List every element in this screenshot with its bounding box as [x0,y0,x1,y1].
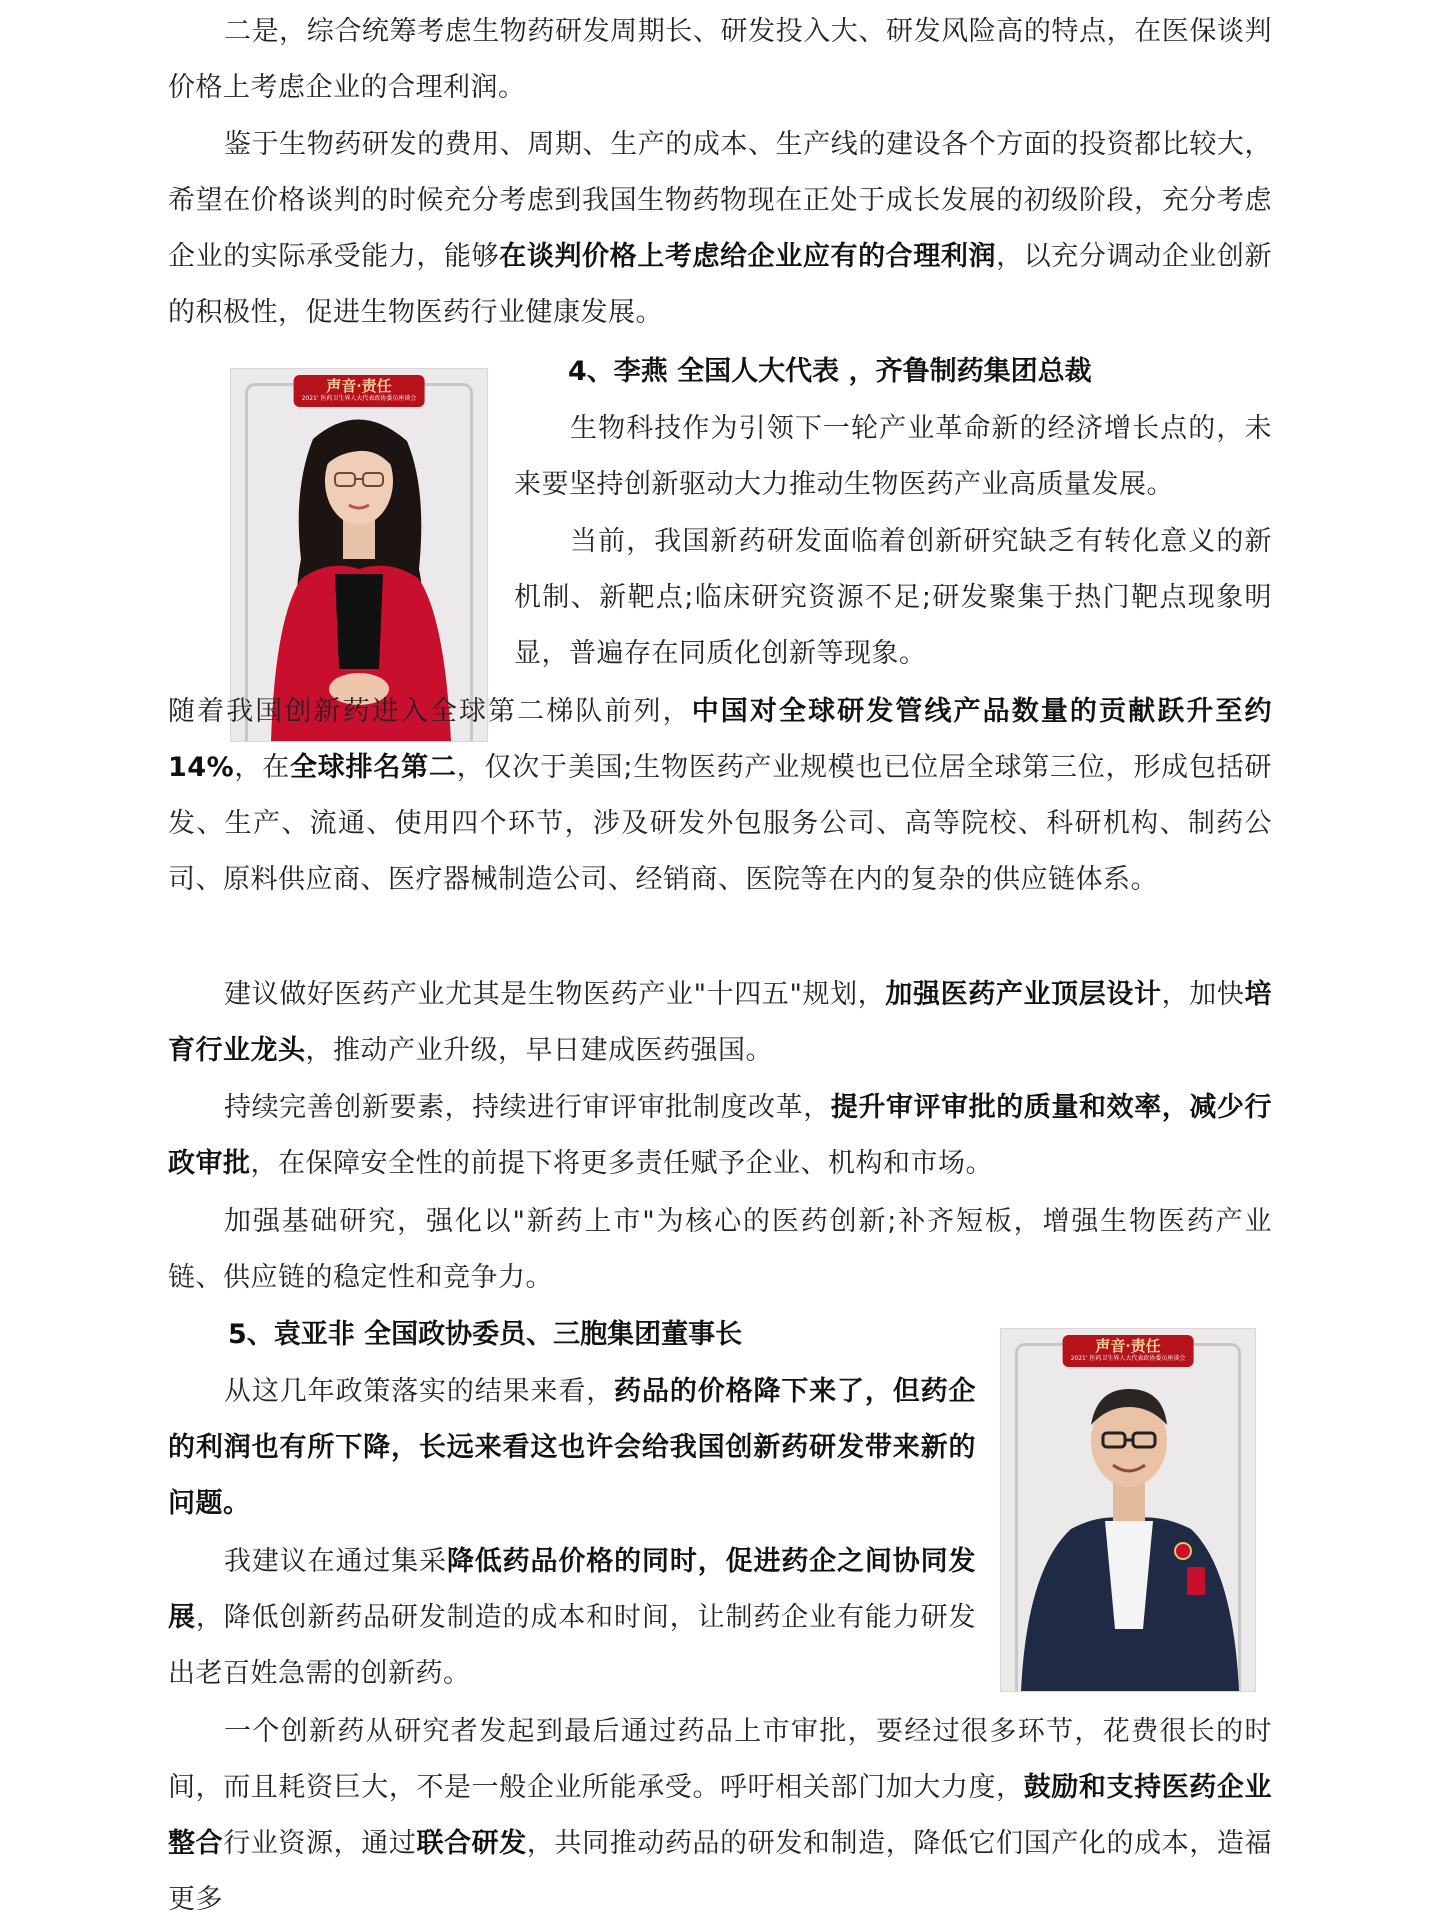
body-text: 持续完善创新要素，持续进行审评审批制度改革， [224,1092,831,1123]
body-text: ，以充分调动企业创新的积极性，促进生物医药行业健康发展。 [168,241,1273,328]
body-text: 加强基础研究，强化以"新药上市"为核心的医药创新;补齐短板，增强生物医药产业链、供应链的稳定性和竞争力。 [168,1206,1272,1293]
paragraph [514,514,1272,682]
emphasis-text: 在谈判价格上考虑给企业应有的合理利润 [499,241,997,272]
body-text: 鉴于生物药研发的费用、周期、生产的成本、生产线的建设各个方面的投资都比较大，希望在价格谈判的时候充分考虑到我国生物药物现在正处于成长发展的初级阶段，充分考虑企业的实际承受能力，能够 [168,129,1272,272]
event-banner [294,375,425,407]
body-text: 生物科技作为引领下一轮产业革命新的经济增长点的，未来要坚持创新驱动大力推动生物医药产业高质量发展。 [514,413,1272,500]
body-text: ，仅次于美国;生物医药产业规模也已位居全球第三位，形成包括研发、生产、流通、使用四个环节，涉及研发外包服务公司、高等院校、科研机构、制药公司、原料供应商、医疗器械制造公司、经销商、医院等在内的复杂的供应链体系。 [168,752,1273,895]
banner-logo: 声音·责任 [1095,1337,1161,1355]
paragraph [168,684,1272,908]
paragraph [168,1364,976,1532]
paragraph [168,967,1272,1079]
paragraph [168,1194,1272,1306]
body-text: ，在 [234,752,290,783]
banner-logo: 声音·责任 [326,377,392,395]
emphasis-text: 联合研发 [416,1828,527,1859]
portrait-illustration [1001,1329,1255,1691]
paragraph [168,4,1272,116]
body-text: 随着我国创新药进入全球第二梯队前列， [168,696,692,727]
body-text: 行业资源，通过 [223,1828,417,1859]
body-text: ，推动产业升级，早日建成医药强国。 [305,1035,773,1066]
paragraph [168,117,1272,341]
paragraph [168,1534,976,1702]
body-text: ，加快 [1161,979,1245,1010]
emphasis-text: 提升审评审批的质量和效率，减少行政审批 [168,1092,1273,1179]
section-heading [228,1307,928,1363]
body-text: 我建议在通过集采 [224,1546,447,1577]
paragraph [168,1080,1272,1192]
body-text: 一个创新药从研究者发起到最后通过药品上市审批，要经过很多环节，花费很长的时间，而且耗资巨大，不是一般企业所能承受。呼吁相关部门加大力度， [168,1716,1272,1803]
emphasis-text: 培育行业龙头 [168,979,1273,1066]
portrait-photo-yuan-yafei [1000,1328,1256,1692]
emphasis-text: 鼓励和支持医药企业整合 [168,1772,1273,1859]
emphasis-text: 4、李燕 全国人大代表 ，齐鲁制药集团总裁 [568,356,1092,387]
emphasis-text: 5、袁亚非 全国政协委员、三胞集团董事长 [228,1319,743,1350]
paragraph [514,401,1272,513]
emphasis-text: 降低药品价格的同时，促进药企之间协同发展 [168,1546,977,1633]
event-banner [1063,1335,1194,1367]
emphasis-text: 加强医药产业顶层设计 [885,979,1162,1010]
body-text: 从这几年政策落实的结果来看， [224,1376,615,1407]
body-text: 当前，我国新药研发面临着创新研究缺乏有转化意义的新机制、新靶点;临床研究资源不足;研发聚集于热门靶点现象明显，普遍存在同质化创新等现象。 [514,526,1272,669]
body-text: ，在保障安全性的前提下将更多责任赋予企业、机构和市场。 [250,1148,993,1179]
paragraph [168,1704,1272,1928]
body-text: 建议做好医药产业尤其是生物医药产业"十四五"规划， [224,979,886,1010]
emphasis-text: 药品的价格降下来了，但药企的利润也有所下降，长远来看这也许会给我国创新药研发带来新的问题。 [168,1376,977,1519]
emphasis-text: 全球排名第二 [290,752,457,783]
body-text: ，共同推动药品的研发和制造，降低它们国产化的成本，造福更多 [168,1828,1273,1915]
body-text: ，降低创新药品研发制造的成本和时间，让制药企业有能力研发出老百姓急需的创新药。 [168,1602,976,1689]
banner-subtitle: 2021' 医药卫生界人大代表政协委员座谈会 [1070,1355,1186,1362]
section-heading [568,344,1268,400]
banner-subtitle: 2021' 医药卫生界人大代表政协委员座谈会 [301,395,417,402]
body-text: 二是，综合统筹考虑生物药研发周期长、研发投入大、研发风险高的特点，在医保谈判价格上考虑企业的合理利润。 [168,16,1272,103]
emphasis-text: 中国对全球研发管线产品数量的贡献跃升至约14% [168,696,1272,783]
